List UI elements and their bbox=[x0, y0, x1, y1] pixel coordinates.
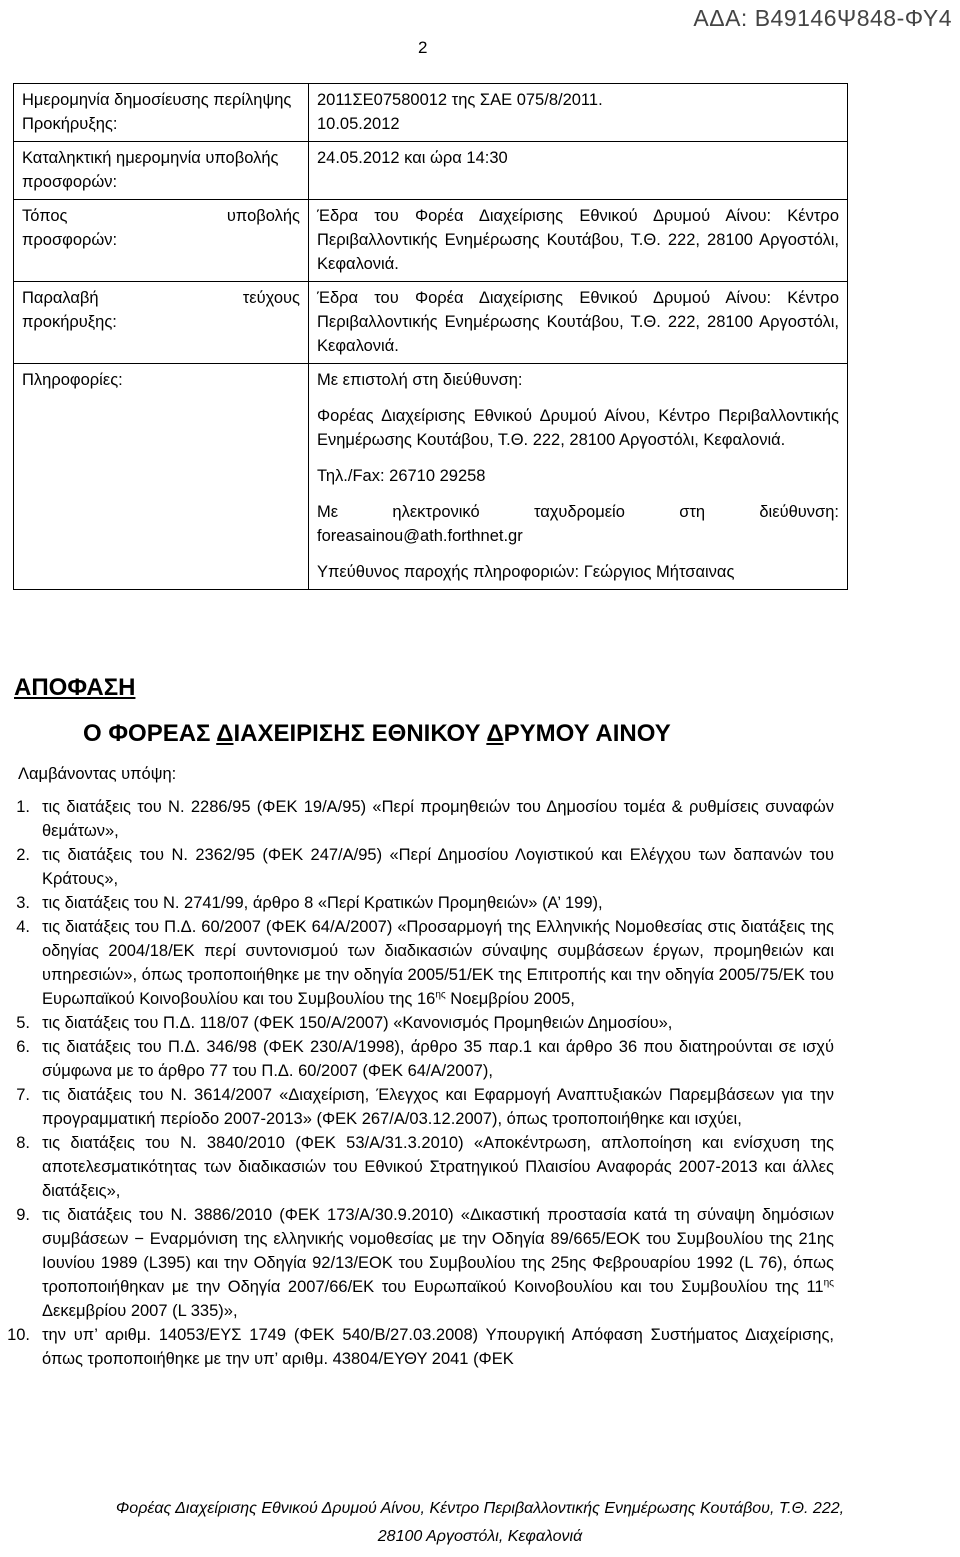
authority-text: Δ bbox=[486, 720, 504, 747]
label-text: Πληροφορίες: bbox=[22, 371, 123, 389]
list-item bbox=[0, 1011, 834, 1035]
item-number: 9. bbox=[16, 1206, 30, 1224]
label-text: Καταληκτική ημερομηνία υποβολής προσφορών: bbox=[22, 149, 279, 191]
list-item bbox=[0, 915, 834, 1011]
item-text: Νοεμβρίου 2005, bbox=[445, 990, 575, 1008]
value-text: Έδρα του Φορέα Διαχείρισης Εθνικού Δρυμού Αίνου: Κέντρο Περιβαλλοντικής Ενημέρωσης Κουτάβου, Τ.Θ. 222, 28100 Αργοστόλι, Κεφαλονιά. bbox=[317, 289, 839, 355]
label-line bbox=[22, 286, 300, 310]
authority-text: Ο ΦΟΡΕΑΣ bbox=[83, 720, 217, 747]
list-item bbox=[0, 1083, 834, 1131]
list-item bbox=[0, 891, 834, 915]
value-submission-place bbox=[309, 200, 848, 282]
item-number: 4. bbox=[16, 918, 30, 936]
table-row bbox=[14, 84, 848, 142]
info-table bbox=[13, 83, 848, 590]
value-publication-date bbox=[309, 84, 848, 142]
authority-text: Δ bbox=[216, 720, 234, 747]
superscript: ης bbox=[435, 989, 446, 1001]
page-number: 2 bbox=[418, 38, 428, 57]
label-text: Ημερομηνία δημοσίευσης περίληψης Προκήρυξης: bbox=[22, 91, 292, 133]
item-text: τις διατάξεις του Π.Δ. 346/98 (ΦΕΚ 230/Α/1998), άρθρο 35 παρ.1 και άρθρο 36 που διατηρούνται σε ισχύ σύμφωνα με το άρθρο 77 του Π.Δ. 60/2007 (ΦΕΚ 64/Α/2007), bbox=[42, 1038, 834, 1080]
label-document-pickup bbox=[14, 282, 309, 364]
item-number: 1. bbox=[16, 798, 30, 816]
list-item bbox=[0, 1323, 834, 1371]
item-text: τις διατάξεις του Ν. 2362/95 (ΦΕΚ 247/Α/95) «Περί Δημοσίου Λογιστικού και Ελέγχου των δαπανών του Κράτους», bbox=[42, 846, 834, 888]
value-text: Με επιστολή στη διεύθυνση: bbox=[317, 371, 523, 389]
decision-heading: ΑΠΟΦΑΣΗ bbox=[14, 674, 136, 701]
item-number: 8. bbox=[16, 1134, 30, 1152]
item-text: τις διατάξεις του Π.Δ. 60/2007 (ΦΕΚ 64/Α/2007) «Προσαρμογή της Ελληνικής Νομοθεσίας στις διατάξεις της οδηγίας 2004/18/ΕΚ περί συντονισμού των διαδικασιών σύναψης συμβάσεων έργων, προμηθειών και υπηρεσιών», όπως τροποποιήθηκε με την οδηγία 2005/51/ΕΚ της Επιτροπής και την οδηγία 2005/75/ΕΚ του Ευρωπαϊκού Κοινοβουλίου και του Συμβουλίου της 16 bbox=[42, 918, 834, 1008]
value-text: Έδρα του Φορέα Διαχείρισης Εθνικού Δρυμού Αίνου: Κέντρο Περιβαλλοντικής Ενημέρωσης Κουτάβου, Τ.Θ. 222, 28100 Αργοστόλι, Κεφαλονιά. bbox=[317, 207, 839, 273]
superscript: ης bbox=[823, 1277, 834, 1289]
value-deadline bbox=[309, 142, 848, 200]
label-text: προσφορών: bbox=[22, 231, 118, 249]
list-item bbox=[0, 1035, 834, 1083]
considerations-list bbox=[0, 795, 834, 1371]
label-text: τεύχους bbox=[242, 289, 300, 307]
item-number: 6. bbox=[16, 1038, 30, 1056]
label-text: προκήρυξης: bbox=[22, 313, 117, 331]
footer-line: 28100 Αργοστόλι, Κεφαλονιά bbox=[377, 1528, 583, 1545]
table-row bbox=[14, 142, 848, 200]
item-text: τις διατάξεις του Ν. 3614/2007 «Διαχείριση, Έλεγχος και Εφαρμογή Αναπτυξιακών Παρεμβάσεων για την προγραμματική περίοδο 2007-2013» (ΦΕΚ 267/Α/03.12.2007), όπως τροποποιήθηκε και ισχύει, bbox=[42, 1086, 834, 1128]
label-text: Τόπος bbox=[22, 207, 68, 225]
authority-text: ΙΑΧΕΙΡΙΣΗΣ ΕΘΝΙΚΟΥ bbox=[233, 720, 487, 747]
label-information bbox=[14, 364, 309, 590]
footer-line: Φορέας Διαχείρισης Εθνικού Δρυμού Αίνου, Κέντρο Περιβαλλοντικής Ενημέρωσης Κουτάβου, Τ.Θ. 222, bbox=[115, 1500, 845, 1517]
label-text: υποβολής bbox=[226, 207, 300, 225]
item-number: 3. bbox=[16, 894, 30, 912]
value-document-pickup bbox=[309, 282, 848, 364]
authority-text: ΡΥΜΟΥ ΑΙΝΟΥ bbox=[503, 720, 671, 747]
value-text: Τηλ./Fax: 26710 29258 bbox=[317, 467, 486, 485]
label-line bbox=[22, 204, 300, 228]
label-submission-place bbox=[14, 200, 309, 282]
list-item bbox=[0, 795, 834, 843]
considering-label: Λαμβάνοντας υπόψη: bbox=[18, 765, 177, 783]
authority-title bbox=[83, 718, 671, 750]
item-text: τις διατάξεις του Ν. 2741/99, άρθρο 8 «Περί Κρατικών Προμηθειών» (Α’ 199), bbox=[42, 894, 603, 912]
value-text: Με ηλεκτρονικό ταχυδρομείο στη διεύθυνση: foreasainou@ath.forthnet.gr bbox=[317, 503, 839, 545]
value-text: Υπεύθυνος παροχής πληροφοριών: Γεώργιος Μήτσαινας bbox=[317, 563, 735, 581]
item-text: την υπ’ αριθμ. 14053/ΕΥΣ 1749 (ΦΕΚ 540/Β/27.03.2008) Υπουργική Απόφαση Συστήματος Διαχείρισης, όπως τροποποιήθηκε με την υπ’ αριθμ. 43804/ΕΥΘΥ 2041 (ΦΕΚ bbox=[42, 1326, 834, 1368]
item-text: τις διατάξεις του Ν. 2286/95 (ΦΕΚ 19/Α/95) «Περί προμηθειών του Δημοσίου τομέα & ρυθμίσεις συναφών θεμάτων», bbox=[42, 798, 834, 840]
value-text: 24.05.2012 και ώρα 14:30 bbox=[317, 149, 508, 167]
item-number: 10. bbox=[7, 1326, 30, 1344]
table-row bbox=[14, 282, 848, 364]
value-information bbox=[309, 364, 848, 590]
table-row bbox=[14, 200, 848, 282]
item-number: 2. bbox=[16, 846, 30, 864]
item-text: τις διατάξεις του Π.Δ. 118/07 (ΦΕΚ 150/Α/2007) «Κανονισμός Προμηθειών Δημοσίου», bbox=[42, 1014, 673, 1032]
label-text: Παραλαβή bbox=[22, 289, 99, 307]
list-item bbox=[0, 1131, 834, 1203]
item-number: 7. bbox=[16, 1086, 30, 1104]
item-text: Δεκεμβρίου 2007 (L 335)», bbox=[42, 1302, 238, 1320]
list-item bbox=[0, 1203, 834, 1323]
list-item bbox=[0, 843, 834, 891]
ada-code: ΑΔΑ: Β49146Ψ848-ΦΥ4 bbox=[693, 5, 952, 31]
value-text: 10.05.2012 bbox=[317, 115, 400, 133]
value-text: 2011ΣΕ07580012 της ΣΑΕ 075/8/2011. bbox=[317, 91, 603, 109]
value-text: Φορέας Διαχείρισης Εθνικού Δρυμού Αίνου, Κέντρο Περιβαλλοντικής Ενημέρωσης Κουτάβου, Τ.Θ. 222, 28100 Αργοστόλι, Κεφαλονιά. bbox=[317, 407, 839, 449]
item-text: τις διατάξεις του Ν. 3886/2010 (ΦΕΚ 173/Α/30.9.2010) «Δικαστική προστασία κατά τη σύναψη δημόσιων συμβάσεων − Εναρμόνιση της ελληνικής νομοθεσίας με την Οδηγία 89/665/ΕΟΚ του Συμβουλίου της 21ης Ιουνίου 1989 (L395) και την Οδηγία 92/13/ΕΟΚ του Συμβουλίου της 25ης Φεβρουαρίου 1992 (L 76), όπως τροποποιήθηκαν με την Οδηγία 2007/66/ΕΚ του Ευρωπαϊκού Κοινοβουλίου και του Συμβουλίου της 11 bbox=[42, 1206, 834, 1296]
item-text: τις διατάξεις του Ν. 3840/2010 (ΦΕΚ 53/Α/31.3.2010) «Αποκέντρωση, απλοποίηση και ενίσχυση της αποτελεσματικότητας των διαδικασιών του Εθνικού Στρατηγικού Πλαισίου Αναφοράς 2007-2013 και άλλες διατάξεις», bbox=[42, 1134, 834, 1200]
item-number: 5. bbox=[16, 1014, 30, 1032]
label-deadline bbox=[14, 142, 309, 200]
label-publication-date bbox=[14, 84, 309, 142]
table-row bbox=[14, 364, 848, 590]
